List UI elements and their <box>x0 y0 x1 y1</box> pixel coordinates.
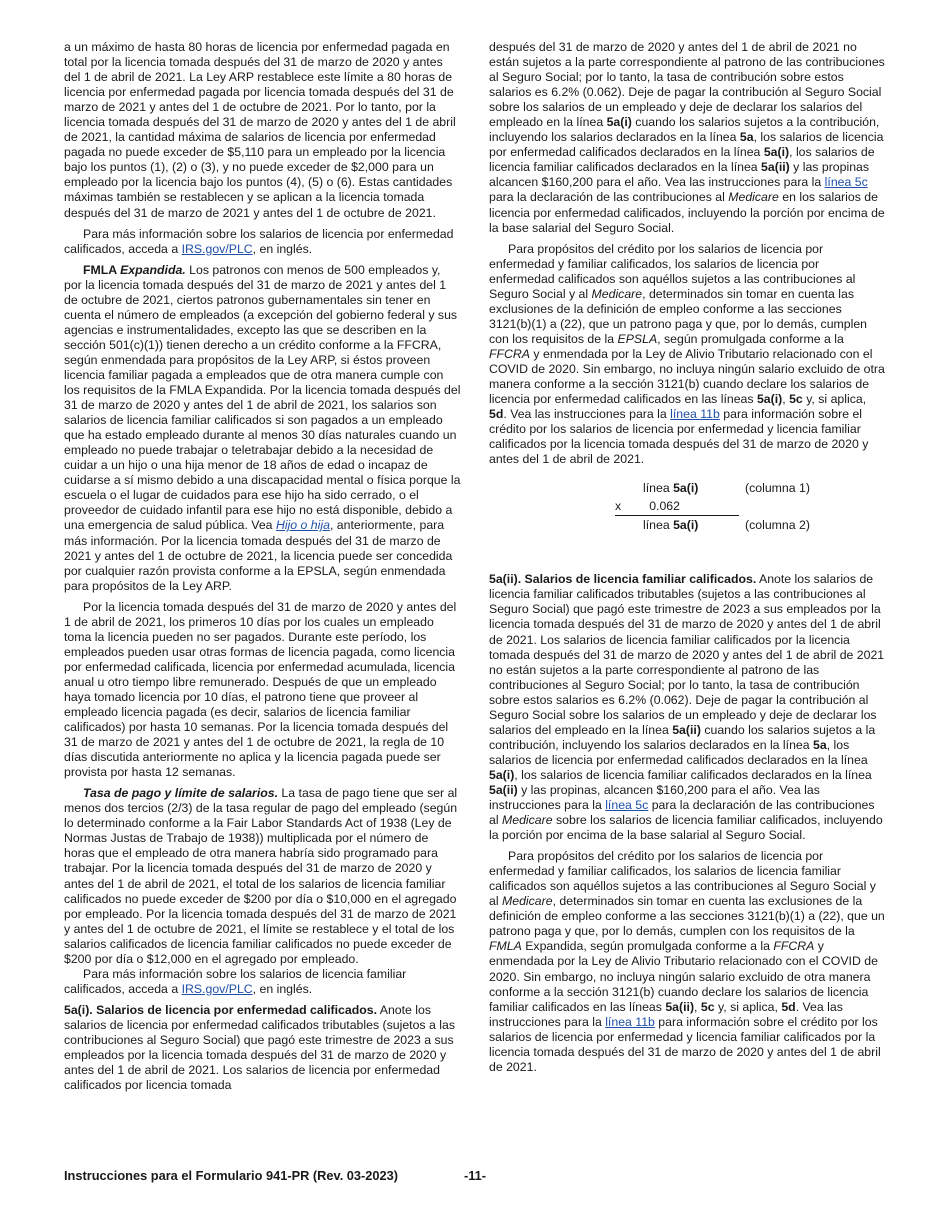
paragraph-more-info-family: Para más información sobre los salarios de licencia familiar calificados, acceda a IRS.gov/PLC, en inglés. <box>64 966 407 996</box>
link-irs-plc-2[interactable]: IRS.gov/PLC <box>181 981 253 996</box>
paragraph-fmla-expandida: FMLA Expandida. Los patronos con menos de 500 empleados y, por la licencia tomada después del 31 de marzo de 2021 y antes del 1 de octubre de 2021, ciertos patronos gubernamentales sin tener en cuenta el número de empleados (a excepción del gobierno federal y sus agencias e instrumentalidades, excepto las que se describen en la sección 501(c)(1)) tienen derecho a un crédito conforme a la FFCRA, según enmendada para propósitos de la Ley ARP, si éstos proveen licencia familiar pagada a empleados que de otra manera cumple con los requisitos de la FMLA Expandida. Por la licencia tomada después del 31 de marzo de 2020 y antes del 1 de abril de 2021, los salarios son salarios de licencia familiar calificados si son pagados a un empleado que ha estado empleado durante al menos 30 días naturales cuando un empleado no puede trabajar o teletrabajar debido a la necesidad de cuidar a un hijo o una hija menor de 18 años de edad o incapaz de cuidarse a sí mismo debido a una discapacidad mental o física porque la escuela o el lugar de cuidados para ese hijo ha sido cerrado, o el proveedor de cuidado infantil para ese hijo no está disponible, debido a una emergencia de salud pública. Vea Hijo o hija, anteriormente, para más información. Por la licencia tomada después del 31 de marzo de 2021 y antes del 1 de octubre de 2021, la licencia puede ser concedida por cualquier razón provista conforme a la EPSLA, según enmendada para propósitos de la Ley ARP. <box>64 262 461 593</box>
calculation-worksheet <box>615 479 886 534</box>
heading-5a-ii: 5a(ii). Salarios de licencia familiar calificados. <box>489 572 757 587</box>
heading-tasa-de-pago: Tasa de pago y límite de salarios. <box>83 786 279 801</box>
left-column <box>64 40 461 1099</box>
link-hijo-o-hija[interactable]: Hijo o hija <box>275 518 330 533</box>
paragraph-ten-days: Por la licencia tomada después del 31 de marzo de 2020 y antes del 1 de abril de 2021, los primeros 10 días por los cuales un empleado toma la licencia pueden no ser pagados. Durante este período, los empleados pueden usar otras formas de licencia pagada, como licencia por enfermedad calificada, licencia por enfermedad acumulada, licencia anual u otro tiempo libre remunerado. Después de que un empleado haya tomado licencia por 10 días, el patrono tiene que proveer al empleado licencia pagada (es decir, salarios de licencia familiar calificados) por hasta 10 semanas. Por la licencia tomada después del 31 de marzo de 2021 y antes del 1 de octubre de 2021, la regla de 10 días discutida anteriormente no aplica y la licencia pagada puede ser provista por hasta 12 semanas. <box>64 599 457 780</box>
paragraph-credit-sick: Para propósitos del crédito por los salarios de licencia por enfermedad y familiar calificados, los salarios de licencia por enfermedad calificados son aquéllos sujetos a las contribuciones al Seguro Social y al Medicare, determinados sin tomar en cuenta las exclusiones de la definición de empleo conforme a las secciones 3121(b)(1) a (22), que un patrono paga y que, por lo demás, cumplen con los requisitos de la EPSLA, según promulgada conforme a la FFCRA y enmendada por la Ley de Alivio Tributario relacionado con el COVID de 2020. Sin embargo, no incluya ningún salario excluido de otra manera conforme a la sección 3121(b) cuando declare los salarios de licencia por enfermedad calificados en las líneas 5a(i), 5c y, si aplica, 5d. Vea las instrucciones para la línea 11b para información sobre el crédito por los salarios de licencia por enfermedad y licencia familiar calificados por la licencia tomada después del 31 de marzo de 2020 y antes del 1 de abril de 2021. <box>489 241 885 467</box>
paragraph-credit-family: Para propósitos del crédito por los salarios de licencia por enfermedad y familiar calificados, los salarios de licencia familiar calificados son aquéllos sujetos a las contribuciones al Seguro Social y al Medicare, determinados sin tomar en cuenta las exclusiones de la definición de empleo conforme a las secciones 3121(b)(1) a (22), que un patrono paga y que, por lo demás, cumplen con los requisitos de la FMLA Expandida, según promulgada conforme a la FFCRA y enmendada por la Ley de Alivio Tributario relacionado con el COVID de 2020. Sin embargo, no incluya ningún salario excluido de otra manera conforme a la sección 3121(b) cuando declare los salarios de licencia familiar calificados en las líneas 5a(ii), 5c y, si aplica, 5d. Vea las instrucciones para la línea 11b para información sobre el crédito por los salarios de licencia por enfermedad y licencia familiar calificados por la licencia tomada después del 31 de marzo de 2020 y antes del 1 de abril de 2021. <box>489 849 885 1074</box>
section-5a-i: 5a(i). Salarios de licencia por enfermedad calificados. Anote los salarios de licencia por enfermedad calificados tributables (sujetos a las contribuciones al Seguro Social) que pagó este trimestre de 2023 a sus empleados por la licencia tomada después del 31 de marzo de 2020 y antes del 1 de abril de 2021. Los salarios de licencia por enfermedad calificados por licencia tomada <box>64 1002 455 1093</box>
paragraph-tasa-de-pago: Tasa de pago y límite de salarios. La tasa de pago tiene que ser al menos dos tercios (2/3) de la tasa regular de pago del empleado (según lo determinado conforme a la Fair Labor Standards Act of 1938 (Ley de Normas Justas de Trabajo de 1938)) multiplicada por el número de horas que el empleado de otra manera habría sido programado para trabajar. Por la licencia tomada después del 31 de marzo de 2020 y antes del 1 de abril de 2021, el total de los salarios de licencia familiar calificados no puede exceder de $200 por día o $10,000 en el agregado por empleado. Por la licencia tomada después del 31 de marzo de 2021 y antes del 1 de octubre de 2021, el límite se restablece y el total de los salarios calificados de licencia familiar calificados no puede exceder de $200 por día o $12,000 en el agregado por empleado. <box>64 786 458 966</box>
calc-factor: 0.062 <box>649 499 680 514</box>
heading-fmla-expandida: Expandida. <box>120 262 186 277</box>
link-irs-plc[interactable]: IRS.gov/PLC <box>181 241 253 256</box>
right-column <box>489 40 886 1081</box>
heading-5a-i: 5a(i). Salarios de licencia por enfermedad calificados. <box>64 1002 378 1017</box>
footer-title: Instrucciones para el Formulario 941-PR (Rev. 03-2023) <box>64 1168 399 1183</box>
link-linea-11b[interactable]: línea 11b <box>670 407 720 422</box>
calc-row-3: línea 5a(i) (columna 2) <box>643 518 810 533</box>
paragraph-5a-i-continued: después del 31 de marzo de 2020 y antes del 1 de abril de 2021 no están sujetos a la parte correspondiente al patrono de las contribuciones al Seguro Social; por lo tanto, la tasa de contribución sobre estos salarios es 6.2% (0.062). Deje de pagar la contribución al Seguro Social sobre los salarios de un empleado y deje de declarar los salarios del empleado en la línea 5a(i) cuando los salarios sujetos a la contribución, incluyendo los salarios declarados en la línea 5a, los salarios de licencia por enfermedad calificados declarados en la línea 5a(i), los salarios de licencia familiar calificados declarados en la línea 5a(ii) y las propinas alcancen $160,200 para el año. Vea las instrucciones para la línea 5c para la declaración de las contribuciones al Medicare en los salarios de licencia por enfermedad calificados, incluyendo la porción por encima de la base salarial del Seguro Social. <box>489 40 885 235</box>
link-linea-5c[interactable]: línea 5c <box>824 175 868 190</box>
page-footer <box>64 1168 886 1183</box>
paragraph-sick-leave-limits: a un máximo de hasta 80 horas de licencia por enfermedad pagada en total por la licencia tomada después del 31 de marzo de 2020 y antes del 1 de abril de 2021. La Ley ARP restablece este límite a 80 horas de licencia por enfermedad pagada por licencia tomada después del 31 de marzo de 2021 y antes del 1 de octubre de 2021. Por lo tanto, por la licencia tomada después del 31 de marzo de 2020 y antes del 1 de abril de 2021, la cantidad máxima de salarios de licencia por enfermedad pagada no puede exceder de $5,110 para un empleado por la licencia bajo los puntos (1), (2) o (3), y no puede exceder de $2,000 para un empleado por la licencia bajo los puntos (4), (5) o (6). Estas cantidades máximas también se restablecen y se aplican a la licencia tomada después del 31 de marzo de 2021 y antes del 1 de octubre de 2021. <box>64 40 456 220</box>
section-5a-ii: 5a(ii). Salarios de licencia familiar calificados. Anote los salarios de licencia familiar calificados tributables (sujetos a las contribuciones al Seguro Social) que pagó este trimestre de 2023 a sus empleados por la licencia tomada después del 31 de marzo de 2020 y antes del 1 de abril de 2021. Los salarios de licencia familiar calificados por la licencia tomada después del 31 de marzo de 2020 y antes del 1 de abril de 2021 no están sujetos a la parte correspondiente al patrono de las contribuciones al Seguro Social; por lo tanto, la tasa de contribución sobre estos salarios es 6.2% (0.062). Deje de pagar la contribución al Seguro Social sobre los salarios de un empleado y deje de declarar los salarios del empleado en la línea 5a(ii) cuando los salarios sujetos a la contribución, incluyendo los salarios declarados en la línea 5a, los salarios de licencia por enfermedad calificados declarados en la línea 5a(i), los salarios de licencia familiar calificados declarados en la línea 5a(ii) y las propinas, alcancen $160,200 para el año. Vea las instrucciones para la línea 5c para la declaración de las contribuciones al Medicare sobre los salarios de licencia familiar calificados, incluyendo la porción por encima de la base salarial al Seguro Social. <box>489 572 885 843</box>
calc-row-2: x 0.062 <box>615 497 739 516</box>
heading-fmla: FMLA <box>83 262 121 277</box>
link-linea-11b-2[interactable]: línea 11b <box>605 1014 655 1029</box>
paragraph-more-info-sick: Para más información sobre los salarios de licencia por enfermedad calificados, acceda a IRS.gov/PLC, en inglés. <box>64 226 454 256</box>
link-linea-5c-2[interactable]: línea 5c <box>605 798 649 813</box>
calc-row-1: línea 5a(i) (columna 1) <box>643 481 810 496</box>
page-number: -11- <box>464 1168 487 1183</box>
